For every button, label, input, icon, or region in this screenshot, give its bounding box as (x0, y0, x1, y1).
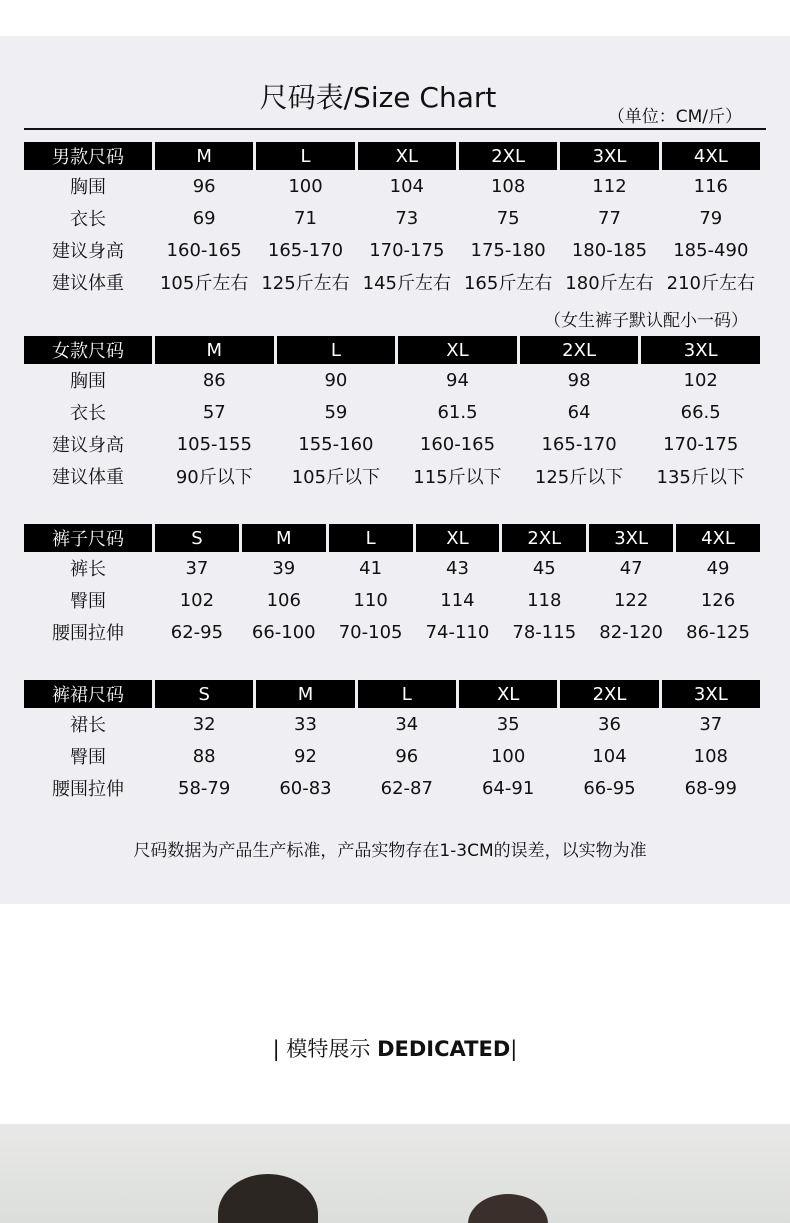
table-cell: 61.5 (437, 401, 478, 423)
table-cell: 185-490 (673, 239, 749, 261)
table-cell: 105斤左右 (159, 273, 249, 294)
table-cell: 165-170 (267, 239, 344, 261)
table-cell: 106 (266, 589, 301, 611)
size-header: M (155, 336, 274, 364)
row-label: 胸围 (70, 177, 106, 198)
table-cell: 105斤以下 (291, 467, 381, 488)
model-hair-right (468, 1194, 548, 1223)
model-photo (0, 1124, 790, 1223)
row-label: 胸围 (70, 371, 106, 392)
size-header: 2XL (459, 142, 557, 170)
table-cell: 70-105 (338, 621, 403, 643)
table-cell: 210斤左右 (666, 273, 755, 294)
women-size-table (21, 336, 763, 492)
skirt-size-table (21, 680, 763, 804)
table-row (24, 552, 760, 584)
table-cell: 112 (592, 175, 627, 197)
row-label: 衣长 (70, 209, 106, 230)
table-cell: 145斤左右 (362, 273, 451, 294)
table-cell: 114 (440, 589, 475, 611)
footnote: 尺码数据为产品生产标准，产品实物存在1-3CM的误差，以实物为准 (133, 841, 647, 861)
table-cell: 79 (699, 207, 723, 229)
table-cell: 126 (700, 589, 736, 611)
table-row (24, 772, 760, 804)
table-cell: 33 (294, 713, 317, 735)
table-cell: 160-165 (419, 433, 496, 455)
table-row (24, 266, 760, 298)
table-cell: 100 (490, 745, 526, 767)
table-cell: 66.5 (680, 401, 721, 423)
table-cell: 78-115 (512, 621, 577, 643)
size-header: 2XL (560, 680, 658, 708)
size-header: M (242, 524, 326, 552)
table-row (24, 170, 760, 202)
row-label: 建议体重 (52, 467, 124, 488)
unit-label: （单位：CM/斤） (607, 107, 742, 127)
table-cell: 32 (192, 713, 216, 735)
title-divider (24, 128, 766, 130)
table-cell: 96 (192, 175, 216, 197)
page-title: 尺码表/Size Chart (259, 81, 497, 114)
table-cell: 73 (395, 207, 419, 229)
table-cell: 108 (693, 745, 728, 767)
table-cell: 110 (353, 589, 388, 611)
table-row (24, 234, 760, 266)
size-header: 3XL (589, 524, 673, 552)
size-header: L (277, 336, 396, 364)
table-cell: 64 (567, 401, 591, 423)
women-note: （女生裤子默认配小一码） (544, 311, 748, 331)
table-cell: 96 (395, 745, 419, 767)
table-cell: 90 (324, 369, 348, 391)
men-size-table (21, 142, 763, 298)
table-cell: 62-95 (170, 621, 224, 643)
table-cell: 170-175 (663, 433, 739, 455)
row-label: 建议身高 (52, 435, 124, 456)
size-header: M (256, 680, 354, 708)
table-cell: 36 (598, 713, 621, 735)
table-cell: 170-175 (369, 239, 445, 261)
table-cell: 68-99 (684, 777, 737, 799)
table-row (24, 616, 760, 648)
size-header: S (155, 680, 253, 708)
size-header: XL (398, 336, 517, 364)
table-cell: 105-155 (176, 433, 252, 455)
size-header: L (358, 680, 456, 708)
header-row (24, 142, 760, 170)
size-header: 3XL (560, 142, 658, 170)
row-label: 建议体重 (52, 273, 124, 294)
model-hair-left (218, 1174, 318, 1223)
table-cell: 160-165 (166, 239, 242, 261)
row-label: 腰围拉伸 (52, 779, 124, 800)
table-cell: 94 (446, 369, 469, 391)
table-cell: 115斤以下 (413, 467, 502, 488)
table-cell: 135斤以下 (656, 467, 745, 488)
size-header: 2XL (520, 336, 639, 364)
row-label: 腰围拉伸 (52, 623, 124, 644)
size-header: XL (358, 142, 456, 170)
row-label: 建议身高 (52, 241, 124, 262)
table-row (24, 708, 760, 740)
table-cell: 125斤左右 (261, 273, 350, 294)
table-cell: 180-185 (571, 239, 648, 261)
table-cell: 118 (527, 589, 562, 611)
heading-bar-left: | (272, 1037, 280, 1061)
table-cell: 39 (272, 557, 296, 579)
header-label: 裤裙尺码 (24, 680, 152, 708)
table-row (24, 364, 760, 396)
table-cell: 58-79 (178, 777, 231, 799)
table-cell: 43 (446, 557, 469, 579)
size-header: 3XL (641, 336, 760, 364)
table-cell: 49 (706, 557, 730, 579)
table-cell: 92 (294, 745, 317, 767)
table-cell: 165斤左右 (463, 273, 553, 294)
heading-bar-right: | (510, 1037, 518, 1061)
header-label: 男款尺码 (24, 142, 152, 170)
table-cell: 60-83 (279, 777, 332, 799)
table-cell: 74-110 (425, 621, 490, 643)
table-cell: 180斤左右 (565, 273, 654, 294)
table-cell: 41 (359, 557, 383, 579)
table-cell: 75 (496, 207, 520, 229)
table-cell: 35 (496, 713, 520, 735)
table-cell: 165-170 (541, 433, 617, 455)
table-cell: 104 (592, 745, 627, 767)
table-row (24, 396, 760, 428)
table-cell: 116 (693, 175, 728, 197)
table-cell: 62-87 (380, 777, 433, 799)
row-label: 臀围 (70, 747, 106, 768)
table-cell: 77 (598, 207, 621, 229)
size-header: 4XL (662, 142, 760, 170)
header-label: 裤子尺码 (24, 524, 152, 552)
table-cell: 69 (192, 207, 216, 229)
row-label: 臀围 (70, 591, 106, 612)
header-row (24, 336, 760, 364)
table-row (24, 740, 760, 772)
table-cell: 66-95 (583, 777, 636, 799)
model-section-heading (0, 1033, 790, 1063)
size-header: XL (416, 524, 500, 552)
heading-cn: 模特展示 (286, 1037, 371, 1061)
size-header: 2XL (502, 524, 586, 552)
table-cell: 86 (202, 369, 226, 391)
table-cell: 102 (179, 589, 215, 611)
header-row (24, 680, 760, 708)
row-label: 裤长 (70, 559, 106, 580)
table-cell: 98 (567, 369, 591, 391)
table-row (24, 584, 760, 616)
table-cell: 122 (613, 589, 649, 611)
table-cell: 37 (699, 713, 723, 735)
table-cell: 82-120 (599, 621, 664, 643)
table-cell: 45 (532, 557, 556, 579)
pants-size-table (21, 524, 763, 648)
table-cell: 57 (202, 401, 226, 423)
table-cell: 100 (288, 175, 323, 197)
table-cell: 108 (490, 175, 526, 197)
table-cell: 104 (389, 175, 424, 197)
table-row (24, 202, 760, 234)
size-header: 3XL (662, 680, 760, 708)
table-cell: 155-160 (298, 433, 374, 455)
size-header: XL (459, 680, 557, 708)
table-cell: 175-180 (470, 239, 546, 261)
table-row (24, 428, 760, 460)
table-cell: 47 (619, 557, 643, 579)
table-cell: 66-100 (251, 621, 316, 643)
size-header: L (329, 524, 413, 552)
size-header: M (155, 142, 253, 170)
row-label: 裙长 (70, 715, 106, 736)
row-label: 衣长 (70, 403, 106, 424)
table-row (24, 460, 760, 492)
size-header: S (155, 524, 239, 552)
table-cell: 59 (324, 401, 348, 423)
heading-en: DEDICATED (377, 1037, 511, 1061)
table-cell: 102 (683, 369, 718, 391)
table-cell: 86-125 (686, 621, 750, 643)
table-cell: 64-91 (481, 777, 535, 799)
table-cell: 37 (185, 557, 209, 579)
table-cell: 34 (395, 713, 419, 735)
table-cell: 71 (294, 207, 317, 229)
header-label: 女款尺码 (24, 336, 152, 364)
table-cell: 90斤以下 (175, 467, 253, 488)
table-cell: 88 (192, 745, 216, 767)
size-header: 4XL (676, 524, 760, 552)
table-cell: 125斤以下 (534, 467, 624, 488)
size-header: L (256, 142, 354, 170)
header-row (24, 524, 760, 552)
